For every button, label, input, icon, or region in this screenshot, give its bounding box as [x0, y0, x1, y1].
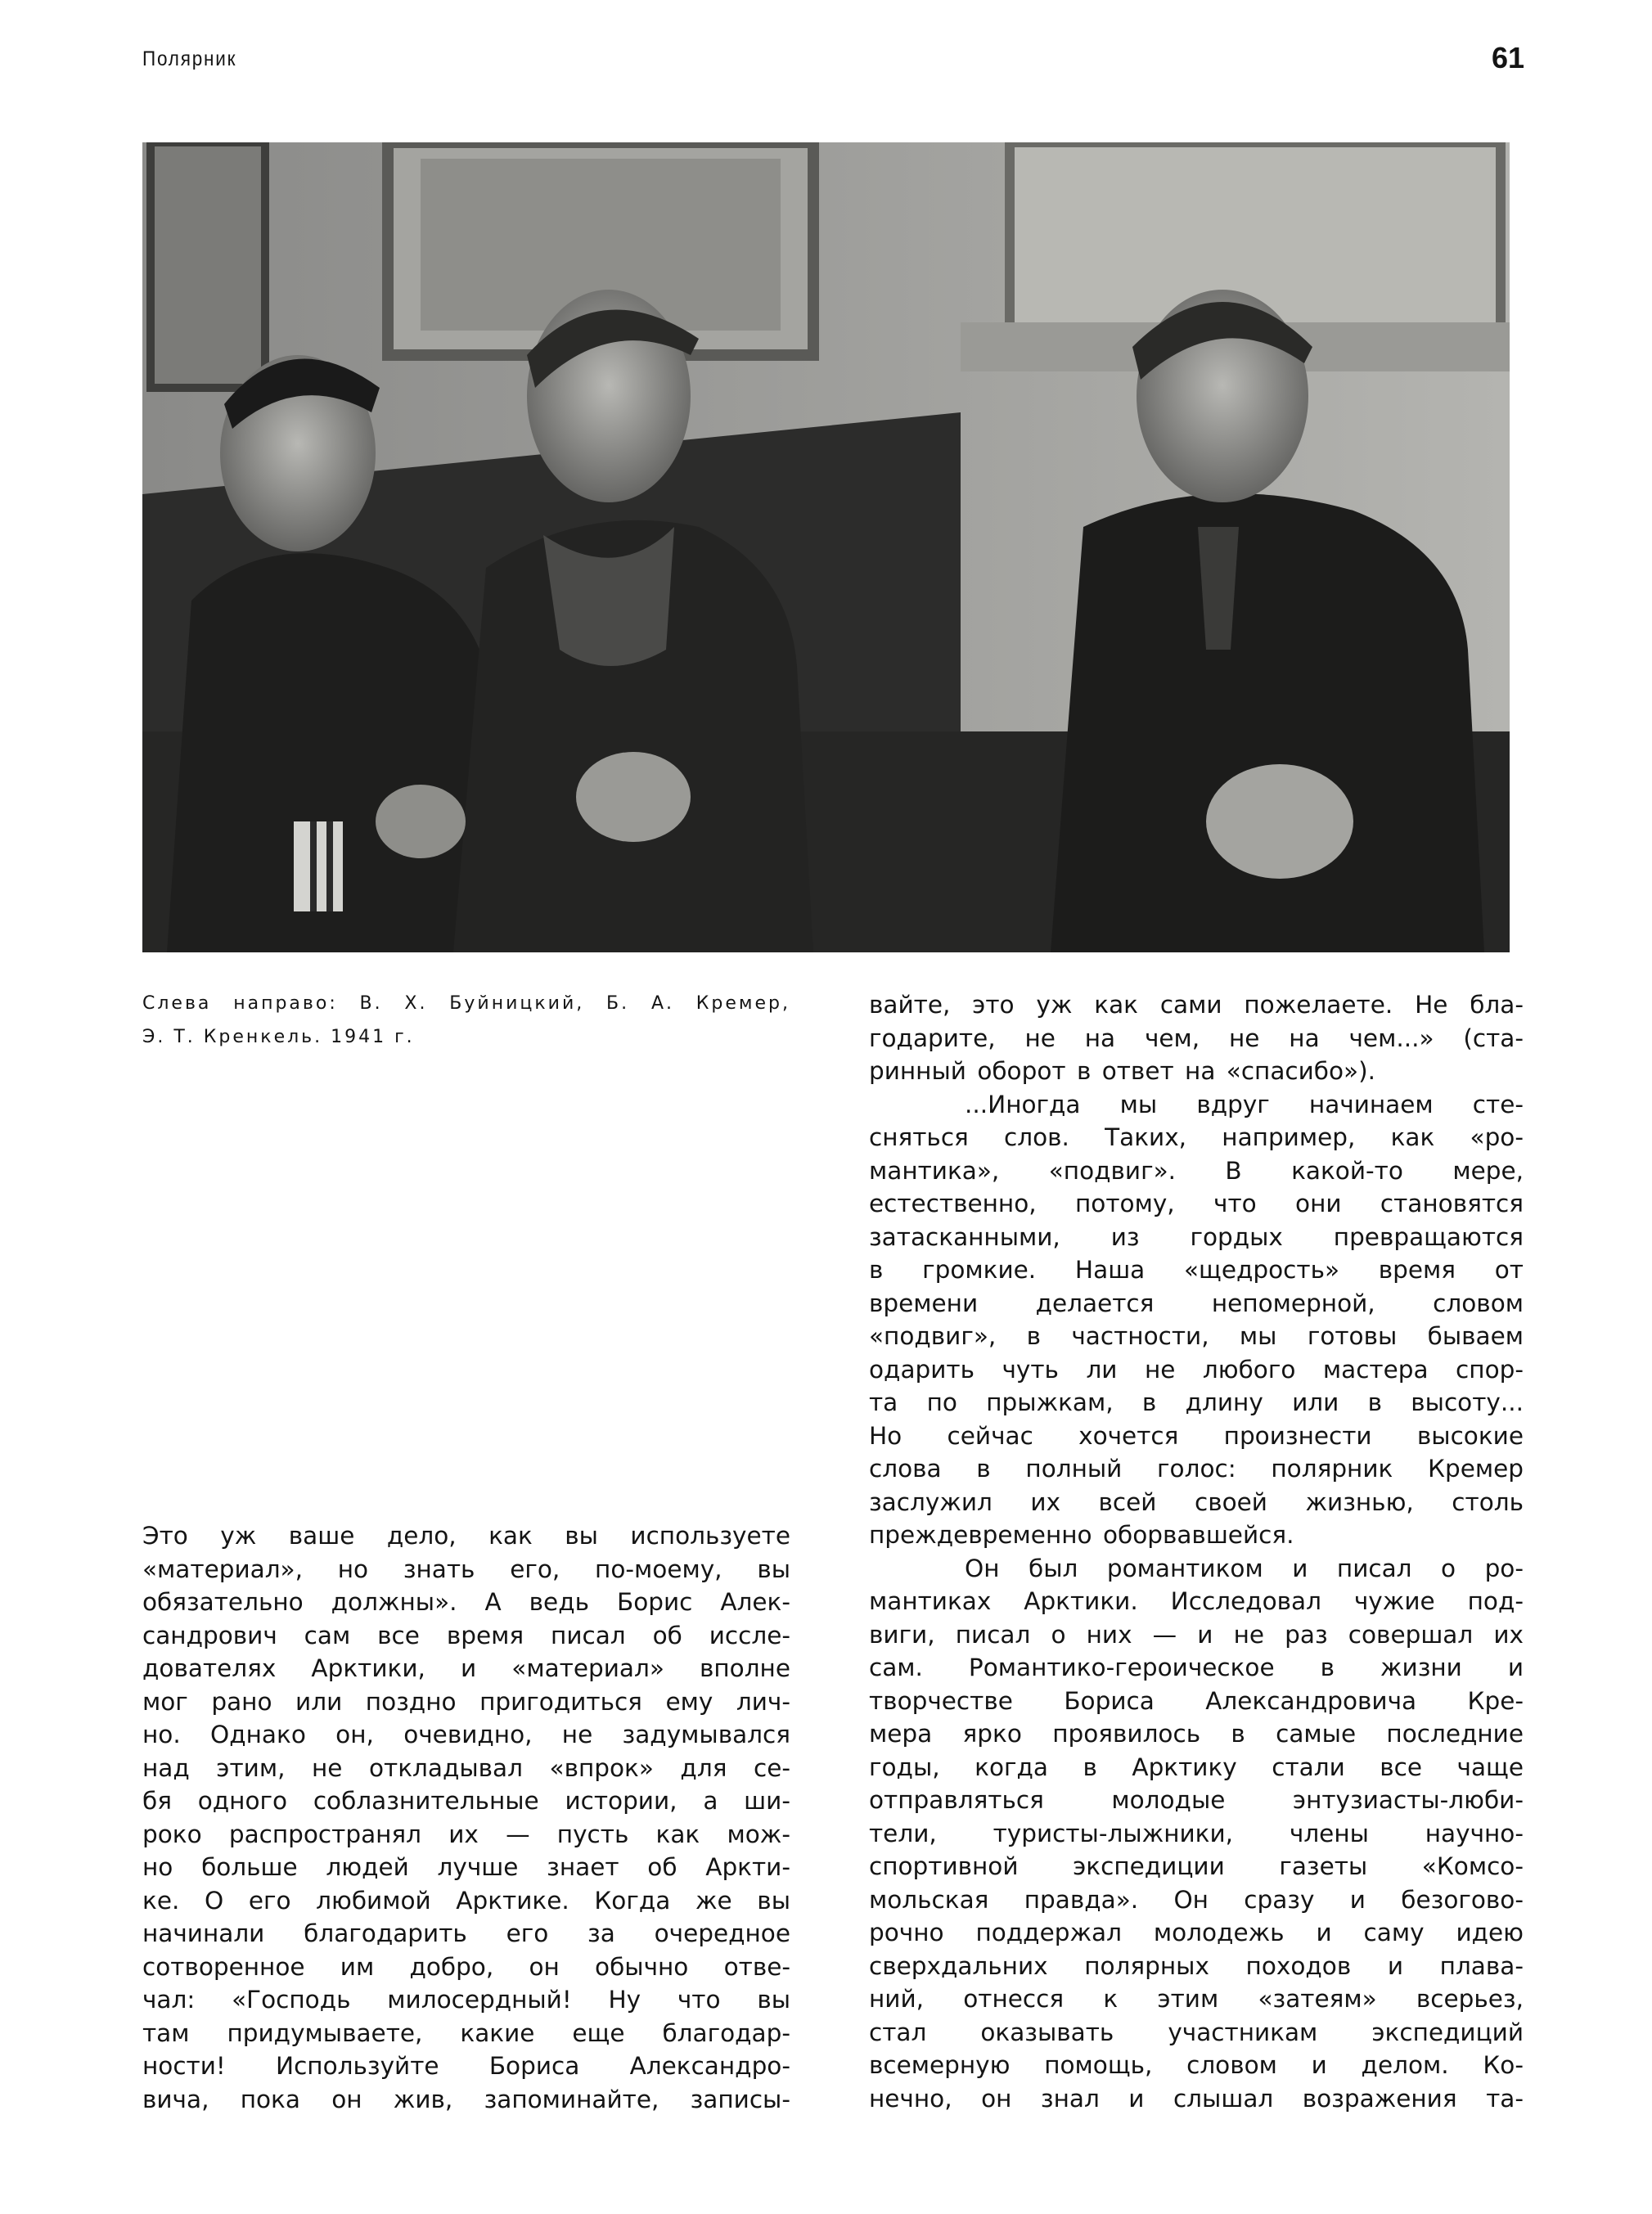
text-line: там придумываете, какие еще благодар-: [142, 2018, 790, 2047]
caption-line: Э. Т. Кренкель. 1941 г.: [142, 1026, 415, 1047]
right-text-column: [869, 988, 1524, 2115]
running-title: Полярник: [142, 47, 237, 70]
text-line: одарить чуть ли не любого мастера спор-: [869, 1355, 1524, 1384]
text-line: обязательно должны». А ведь Борис Алек-: [142, 1588, 790, 1616]
text-line: времени делается непомерной, словом: [869, 1289, 1524, 1317]
text-line: Он был романтиком и писал о ро-: [965, 1554, 1524, 1582]
text-line: естественно, потому, что они становятся: [869, 1190, 1524, 1217]
text-line: роко распространял их — пусть как мож-: [142, 1820, 790, 1848]
text-line: дователях Арктики, и «материал» вполне: [142, 1654, 790, 1682]
text-line: бя одного соблазнительные истории, а ши-: [142, 1787, 790, 1815]
text-line: вича, пока он жив, запоминайте, записы-: [142, 2085, 790, 2113]
text-line: затасканными, из гордых превращаются: [869, 1222, 1524, 1251]
text-line: в громкие. Наша «щедрость» время от: [869, 1256, 1524, 1284]
text-line: сотворенное им добро, он обычно отве-: [142, 1952, 790, 1981]
photograph: [142, 142, 1510, 952]
text-line: но. Однако он, очевидно, не задумывался: [142, 1721, 790, 1748]
text-line: нечно, он знал и слышал возражения та-: [869, 2084, 1524, 2113]
caption-line: Слева направо: В. Х. Буйницкий, Б. А. Кремер,: [142, 993, 790, 1014]
text-line: тели, туристы-лыжники, члены научно-: [869, 1819, 1524, 1847]
photo-caption: [142, 992, 790, 1058]
text-line: мантика», «подвиг». В какой-то мере,: [869, 1156, 1524, 1185]
text-line: Но сейчас хочется произнести высокие: [869, 1421, 1524, 1450]
text-line: преждевременно оборвавшейся.: [869, 1521, 1294, 1549]
text-line: годарите, не на чем, не на чем...» (ста-: [869, 1024, 1524, 1052]
text-line: мера ярко проявилось в самые последние: [869, 1720, 1524, 1748]
text-line: сняться слов. Таких, например, как «ро-: [869, 1123, 1524, 1151]
text-line: ринный оборот в ответ на «спасибо»).: [869, 1057, 1375, 1085]
text-line: рочно поддержал молодежь и саму идею: [869, 1919, 1524, 1946]
text-line: отправляться молодые энтузиасты-люби-: [869, 1786, 1524, 1814]
text-line: виги, писал о них — и не раз совершал их: [869, 1620, 1524, 1649]
text-line: сам. Романтико-героическое в жизни и: [869, 1654, 1524, 1681]
text-line: над этим, не откладывал «впрок» для се-: [142, 1753, 790, 1782]
page-number: 61: [1491, 41, 1524, 74]
photo-three-men-seated: [142, 142, 1510, 952]
text-line: мог рано или поздно пригодиться ему лич-: [142, 1687, 790, 1716]
left-text-column: [142, 1519, 790, 2116]
text-line: мольская правда». Он сразу и безогово-: [869, 1885, 1524, 1914]
text-line: ности! Используйте Бориса Александро-: [142, 2052, 790, 2080]
text-line: начинали благодарить его за очередное: [142, 1919, 790, 1947]
text-line: мантиках Арктики. Исследовал чужие под-: [869, 1587, 1524, 1615]
text-line: всемерную помощь, словом и делом. Ко-: [869, 2051, 1524, 2079]
text-line: «материал», но знать его, по-моему, вы: [142, 1555, 790, 1583]
text-line: ний, отнесся к этим «затеям» всерьез,: [869, 1985, 1524, 2013]
text-line: ке. О его любимой Арктике. Когда же вы: [142, 1886, 790, 1915]
text-line: вайте, это уж как сами пожелаете. Не бла-: [869, 991, 1524, 1019]
text-line: слова в полный голос: полярник Кремер: [869, 1455, 1524, 1483]
text-line: чал: «Господь милосердный! Ну что вы: [142, 1986, 790, 2014]
text-line: но больше людей лучше знает об Аркти-: [142, 1853, 790, 1881]
text-line: творчестве Бориса Александровича Кре-: [869, 1686, 1524, 1715]
text-line: стал оказывать участникам экспедиций: [869, 2018, 1524, 2046]
text-line: «подвиг», в частности, мы готовы бываем: [869, 1322, 1524, 1350]
text-line: та по прыжкам, в длину или в высоту...: [869, 1388, 1524, 1416]
text-line: сверхдальних полярных походов и плава-: [869, 1951, 1524, 1980]
text-line: заслужил их всей своей жизнью, столь: [869, 1487, 1524, 1516]
text-line: годы, когда в Арктику стали все чаще: [869, 1753, 1524, 1781]
text-line: спортивной экспедиции газеты «Комсо-: [869, 1852, 1524, 1880]
text-line: Это уж ваше дело, как вы используете: [142, 1522, 790, 1550]
text-line: ...Иногда мы вдруг начинаем сте-: [965, 1090, 1524, 1118]
text-line: сандрович сам все время писал об иссле-: [142, 1621, 790, 1649]
